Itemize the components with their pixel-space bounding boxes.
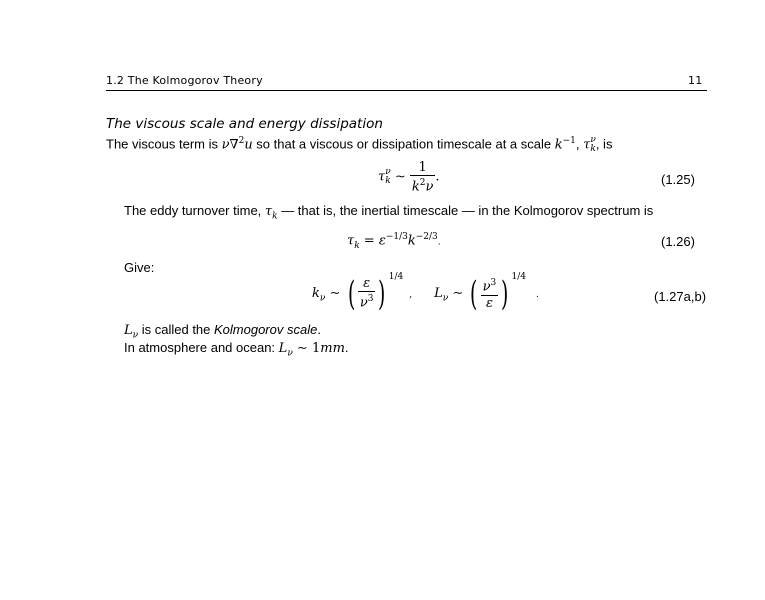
math-subscript: ν [319,293,326,304]
math-comma: , [409,290,413,300]
math-epsilon: ε [378,233,386,249]
math-nu: ν [359,295,368,311]
fraction [358,276,376,310]
math-L: L [278,341,288,356]
math-subscript: k [354,240,360,251]
paragraph-eddy-turnover [124,203,653,222]
math-exponent: −1 [562,136,576,147]
math-tau: τ [347,233,355,249]
section-heading: The viscous scale and energy dissipation [106,116,383,132]
fraction-denominator: ε [485,295,493,311]
equation-1-25 [378,160,440,194]
paragraph-viscous-term [106,136,612,154]
equation-1-26 [347,232,441,251]
equation-number-1-26: (1.26) [661,234,695,249]
math-sim: ∼ [390,169,410,185]
math-nabla: ∇ [229,137,239,153]
math-subscript: ν [442,293,449,304]
text-fragment: The eddy turnover time, [124,203,265,218]
math-exponent: 2 [238,136,245,147]
math-equals: = [359,233,379,249]
math-exponent: 3 [490,278,497,289]
math-unit: mm [320,341,345,356]
text-fragment: The viscous term is [106,136,222,152]
math-superscript: ν [590,135,596,145]
math-subscript: k [272,211,278,222]
math-u: u [244,137,253,153]
right-paren-icon: ) [501,273,509,314]
math-exponent: 3 [367,294,374,305]
text-fragment: , is [595,136,613,152]
math-nu: ν [482,279,491,295]
math-tau: τ [583,137,591,153]
math-sim: ∼ [325,286,345,301]
math-k: k [411,179,420,195]
text-fragment: . [317,322,321,337]
math-exponent: 2 [419,178,426,188]
left-paren-icon: ( [470,273,478,314]
header-rule [106,90,707,91]
math-exponent: 1/4 [511,272,527,282]
running-header-section: 1.2 The Kolmogorov Theory [106,74,263,87]
math-sim: ∼ [448,286,468,301]
fraction-numerator: ε [358,276,376,292]
fraction-numerator: 1 [410,160,436,176]
math-L: L [434,286,443,301]
math-L: L [124,323,133,338]
paragraph-kolmogorov-scale [124,322,321,341]
emphasized-term: Kolmogorov scale [214,322,318,337]
math-period: . [536,290,539,300]
math-nu: ν [221,137,230,153]
text-fragment: — that is, the inertial timescale — in the Kolmogorov spectrum is [277,203,654,218]
page-number: 11 [688,74,703,87]
text-fragment: is called the [138,322,214,337]
right-paren-icon: ) [378,273,386,314]
equation-1-27 [312,272,539,314]
left-paren-icon: ( [347,273,355,314]
math-k: k [554,137,563,153]
fraction-denominator [358,292,376,310]
math-k: k [407,233,416,249]
paragraph-atmosphere-ocean [124,340,349,359]
math-period: . [437,237,441,248]
fraction-numerator [481,276,499,295]
math-exponent: 1/4 [388,272,404,282]
fraction-denominator [410,176,436,194]
math-value: 1 [311,341,321,356]
math-tau: τ [264,204,273,219]
math-subscript: ν [287,348,293,359]
math-nu: ν [425,179,434,195]
math-subscript: k [385,176,391,187]
equation-number-1-25: (1.25) [661,172,695,187]
math-exponent: −2/3 [415,232,438,242]
math-superscript: ν [385,167,391,178]
math-exponent: −1/3 [385,232,408,242]
math-subscript: k [590,144,596,154]
fraction [410,160,436,194]
equation-number-1-27: (1.27a,b) [654,289,707,304]
math-k: k [312,286,320,301]
text-fragment: . [344,340,349,355]
math-period: . [435,169,440,185]
give-label: Give: [124,260,155,275]
text-fragment: , [575,136,584,152]
math-sim: ∼ [292,341,312,356]
fraction [481,276,499,310]
text-fragment: so that a viscous or dissipation timescale at a scale [252,136,555,152]
math-subscript: ν [132,330,139,341]
math-tau: τ [378,169,386,185]
text-fragment: In atmosphere and ocean: [124,340,279,355]
